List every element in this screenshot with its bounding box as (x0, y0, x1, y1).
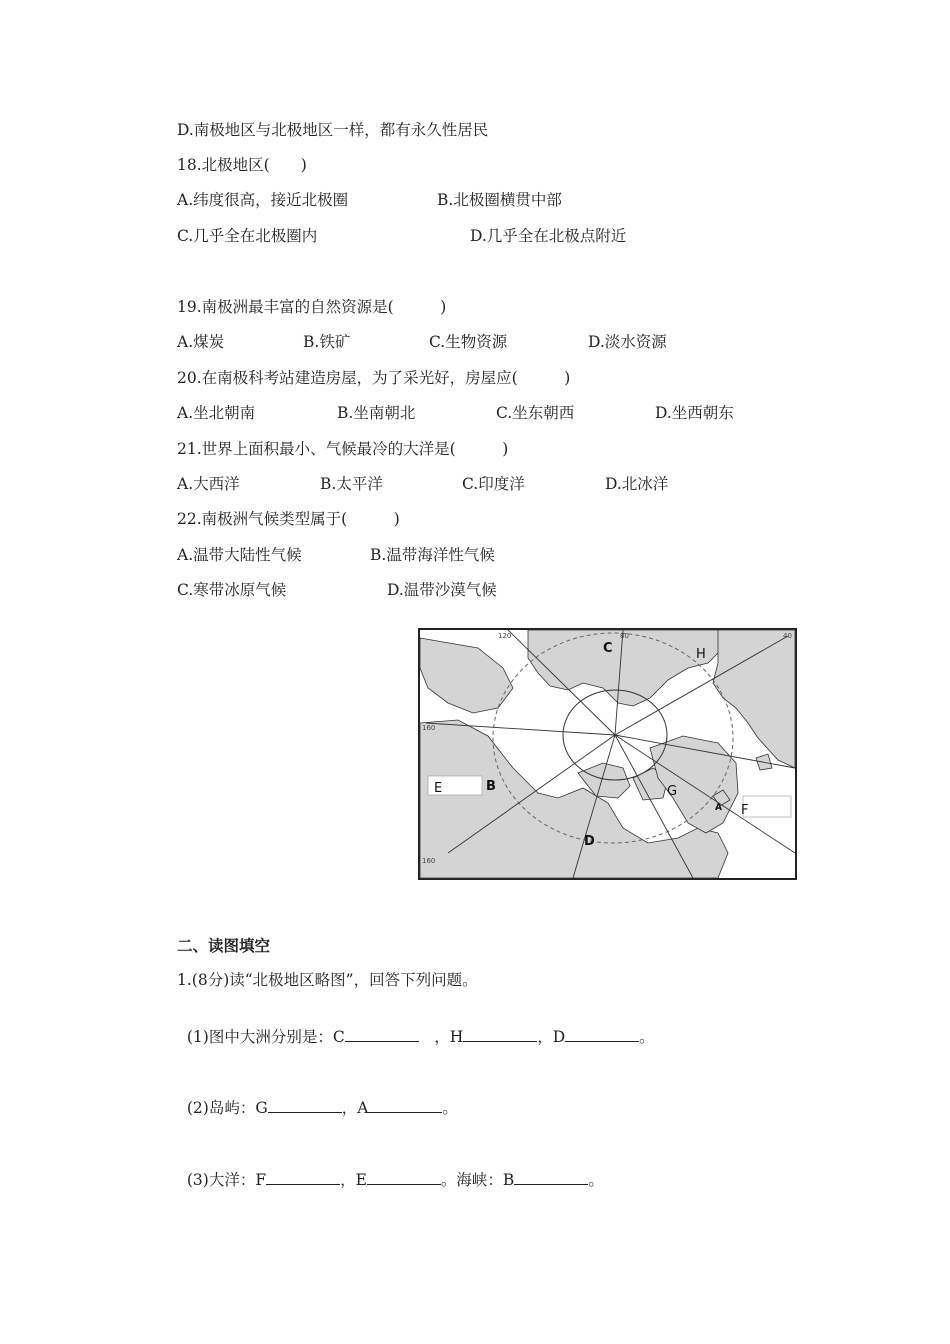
q22-stem: 22.南极洲气候类型属于( ) (177, 510, 400, 528)
answer-blank-e[interactable] (367, 1169, 441, 1185)
map-label-g: G (667, 784, 678, 799)
q22-option-c: C.寒带冰原气候 (177, 581, 287, 599)
answer-blank-b[interactable] (514, 1169, 588, 1185)
q21-option-d: D.北冰洋 (605, 475, 669, 493)
part2-prefix: (2)岛屿：G (186, 1099, 268, 1117)
part1-prefix: (1)图中大洲分别是：C (186, 1028, 345, 1046)
answer-blank-h[interactable] (463, 1026, 537, 1042)
q21-stem: 21.世界上面积最小、气候最冷的大洋是( ) (177, 440, 509, 458)
map-label-b: B (486, 779, 496, 794)
q18-option-c: C.几乎全在北极圈内 (177, 227, 318, 245)
longitude-label-80: 80 (620, 632, 629, 640)
answer-blank-d[interactable] (565, 1026, 639, 1042)
q21-option-a: A.大西洋 (177, 475, 240, 493)
q1-part-3 (177, 1149, 604, 1190)
map-label-f: F (741, 803, 749, 818)
q20-option-d: D.坐西朝东 (655, 404, 734, 422)
q19-option-b: B.铁矿 (303, 333, 351, 351)
map-label-a: A (715, 803, 722, 813)
q19-option-c: C.生物资源 (429, 333, 508, 351)
q17-option-d: D.南极地区与北极地区一样，都有永久性居民 (177, 121, 489, 139)
part3-end: 。 (588, 1171, 604, 1189)
q21-option-b: B.太平洋 (320, 475, 383, 493)
q1-part-1 (177, 1006, 655, 1047)
longitude-label-120: 120 (498, 632, 512, 640)
part1-sep-d: ，D (537, 1028, 566, 1046)
q18-option-d: D.几乎全在北极点附近 (470, 227, 627, 245)
map-label-e: E (434, 781, 443, 796)
part2-sep-a: ，A (341, 1099, 369, 1117)
arctic-region-map (418, 628, 797, 880)
longitude-label-160-bottom: 160 (422, 857, 436, 865)
part2-end: 。 (442, 1099, 458, 1117)
part1-sep-h: ，H (418, 1028, 464, 1046)
q18-option-b: B.北极圈横贯中部 (437, 191, 562, 209)
q20-option-a: A.坐北朝南 (177, 404, 256, 422)
part3-sep-e: ，E (340, 1171, 367, 1189)
q18-stem: 18.北极地区( ) (177, 156, 307, 174)
longitude-label-160: 160 (422, 724, 436, 732)
map-label-h: H (696, 647, 706, 662)
q20-stem: 20.在南极科考站建造房屋，为了采光好，房屋应( ) (177, 369, 571, 387)
q22-option-d: D.温带沙漠气候 (387, 581, 497, 599)
q1-part-2 (177, 1077, 458, 1118)
answer-blank-a[interactable] (368, 1097, 442, 1113)
map-label-c: C (603, 641, 613, 656)
part1-end: 。 (639, 1028, 655, 1046)
q18-option-a: A.纬度很高，接近北极圈 (177, 191, 349, 209)
q20-option-c: C.坐东朝西 (496, 404, 575, 422)
longitude-label-40: 40 (783, 632, 792, 640)
q20-option-b: B.坐南朝北 (337, 404, 416, 422)
q21-option-c: C.印度洋 (462, 475, 525, 493)
section-heading: 二、读图填空 (177, 937, 271, 955)
part3-prefix: (3)大洋：F (186, 1171, 267, 1189)
label-box-f (743, 796, 791, 817)
answer-blank-f[interactable] (266, 1169, 340, 1185)
q1-stem: 1.(8分)读“北极地区略图”，回答下列问题。 (177, 971, 478, 989)
q19-option-d: D.淡水资源 (588, 333, 667, 351)
q19-stem: 19.南极洲最丰富的自然资源是( ) (177, 298, 447, 316)
part3-sep-b: 。海峡：B (440, 1171, 515, 1189)
q22-option-b: B.温带海洋性气候 (370, 546, 495, 564)
q22-option-a: A.温带大陆性气候 (177, 546, 302, 564)
answer-blank-g[interactable] (268, 1097, 342, 1113)
q19-option-a: A.煤炭 (177, 333, 225, 351)
answer-blank-c[interactable] (345, 1026, 419, 1042)
map-label-d: D (584, 834, 595, 849)
